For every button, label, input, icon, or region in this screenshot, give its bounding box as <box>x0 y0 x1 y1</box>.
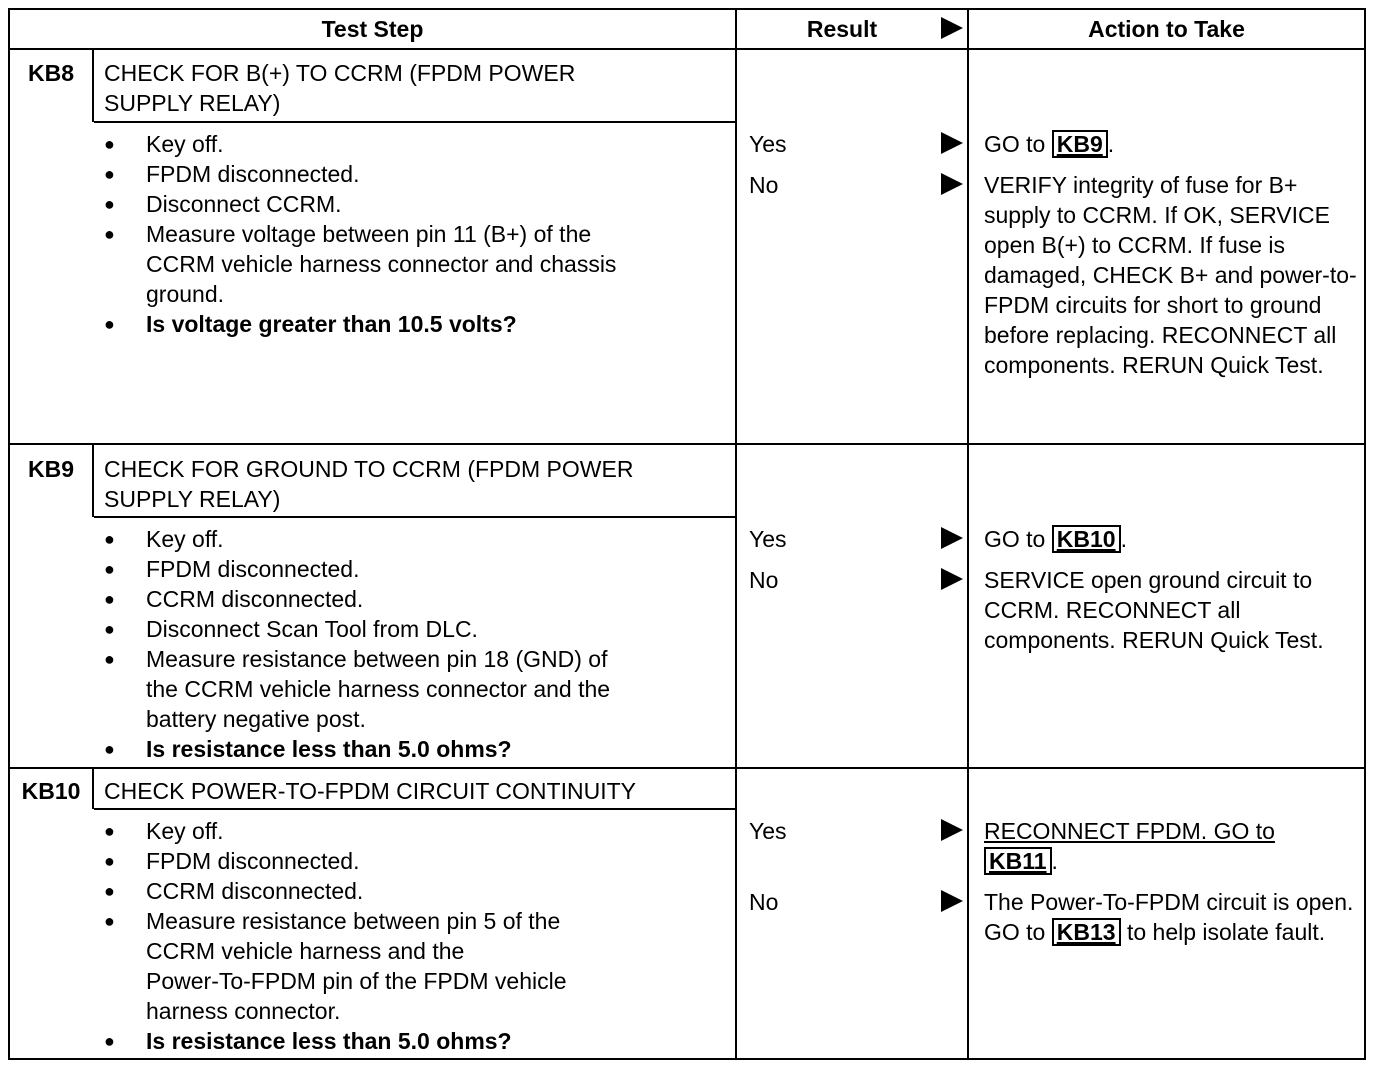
table-left-border <box>8 8 10 1060</box>
kb10-title-underline <box>94 808 735 810</box>
instruction-line: Measure voltage between pin 11 (B+) of the <box>146 221 592 247</box>
kb9-code-separator <box>92 445 94 517</box>
instruction-line: Measure resistance between pin 5 of the <box>146 908 561 934</box>
instruction-line: Measure resistance between pin 18 (GND) of <box>146 646 608 672</box>
step-code: KB10 <box>21 778 81 804</box>
step-title: CHECK FOR B(+) TO CCRM (FPDM POWER <box>104 60 576 86</box>
instruction-item: ● Key off. <box>104 816 567 846</box>
action-text: RECONNECT FPDM. GO to <box>984 818 1275 844</box>
instruction-line: battery negative post. <box>146 706 366 732</box>
instruction-question: ● Is resistance less than 5.0 ohms? <box>104 1026 567 1056</box>
action-text: GO to <box>984 526 1046 552</box>
action-text: . <box>1107 131 1115 157</box>
action-no: VERIFY integrity of fuse for B+ supply to CCRM. If OK, SERVICE open B(+) to CCRM. If fuse is damaged, CHECK B+ and power-to-FPDM circuits for short to ground before replacing. RECONNECT all components. RERUN Quick Test. <box>984 172 1357 378</box>
table-top-border <box>8 8 1366 10</box>
kb8-title-underline <box>94 121 735 123</box>
instruction-item <box>104 219 616 309</box>
instruction-line: ground. <box>146 281 225 307</box>
result-no: No <box>749 172 779 198</box>
instruction-item: ● FPDM disconnected. <box>104 159 616 189</box>
step-instructions <box>104 129 616 339</box>
header-arrow-icon <box>941 17 963 39</box>
action-yes <box>984 524 1127 554</box>
result-yes: Yes <box>749 818 787 844</box>
instruction-line: CCRM vehicle harness connector and chassis <box>146 251 617 277</box>
arrow-icon <box>941 173 963 195</box>
result-no: No <box>749 567 779 593</box>
instruction-question: ● Is resistance less than 5.0 ohms? <box>104 734 610 764</box>
row-kb9-bottom-border <box>8 767 1366 769</box>
arrow-icon <box>941 890 963 912</box>
action-text: . <box>1051 848 1058 874</box>
diagnostic-table <box>8 8 1366 1060</box>
header-result: Result <box>806 16 878 42</box>
instruction-item <box>104 906 567 1026</box>
action-yes <box>984 129 1114 159</box>
kb10-code-separator <box>92 769 94 809</box>
step-reference-link[interactable]: KB9 <box>1052 130 1108 158</box>
table-bottom-border <box>8 1058 1366 1060</box>
action-text: . <box>1120 526 1127 552</box>
instruction-item <box>104 644 610 734</box>
step-title: SUPPLY RELAY) <box>104 90 281 116</box>
step-instructions <box>104 816 567 1056</box>
arrow-icon <box>941 527 963 549</box>
header-bottom-border <box>8 48 1366 50</box>
action-no <box>984 887 1362 947</box>
instruction-line: harness connector. <box>146 998 341 1024</box>
instruction-line: CCRM vehicle harness and the <box>146 938 465 964</box>
arrow-icon <box>941 568 963 590</box>
step-reference-link[interactable]: KB11 <box>984 847 1052 875</box>
step-title: CHECK POWER-TO-FPDM CIRCUIT CONTINUITY <box>104 778 636 804</box>
instruction-question: ● Is voltage greater than 10.5 volts? <box>104 309 616 339</box>
instruction-line: the CCRM vehicle harness connector and the <box>146 676 611 702</box>
step-code: KB8 <box>27 60 74 86</box>
header-action: Action to Take <box>1088 16 1245 42</box>
result-column-border <box>735 8 737 1060</box>
arrow-icon <box>941 132 963 154</box>
instruction-item: ● Disconnect CCRM. <box>104 189 616 219</box>
instruction-item: ● Key off. <box>104 129 616 159</box>
instruction-item: ● Disconnect Scan Tool from DLC. <box>104 614 610 644</box>
step-reference-link[interactable]: KB10 <box>1052 525 1121 553</box>
instruction-item: ● FPDM disconnected. <box>104 846 567 876</box>
action-column-border <box>967 8 969 1060</box>
header-test-step: Test Step <box>321 16 424 42</box>
action-text: to help isolate fault. <box>1126 919 1326 945</box>
instruction-line: Power-To-FPDM pin of the FPDM vehicle <box>146 968 567 994</box>
arrow-icon <box>941 819 963 841</box>
step-reference-link[interactable]: KB13 <box>1052 918 1121 946</box>
step-title: SUPPLY RELAY) <box>104 486 281 512</box>
instruction-item: ● CCRM disconnected. <box>104 876 567 906</box>
instruction-item: ● CCRM disconnected. <box>104 584 610 614</box>
result-yes: Yes <box>749 526 787 552</box>
kb8-code-separator <box>92 50 94 122</box>
action-text: GO to <box>984 131 1046 157</box>
instruction-item: ● Key off. <box>104 524 610 554</box>
step-code: KB9 <box>27 456 74 482</box>
kb9-title-underline <box>94 516 735 518</box>
step-title: CHECK FOR GROUND TO CCRM (FPDM POWER <box>104 456 634 482</box>
action-text: The Power-To-FPDM circuit is open. GO to <box>984 889 1354 945</box>
table-right-border <box>1364 8 1366 1060</box>
result-yes: Yes <box>749 131 787 157</box>
result-no: No <box>749 889 779 915</box>
row-kb8-bottom-border <box>8 443 1366 445</box>
action-yes <box>984 816 1362 876</box>
instruction-item: ● FPDM disconnected. <box>104 554 610 584</box>
action-no: SERVICE open ground circuit to CCRM. RECONNECT all components. RERUN Quick Test. <box>984 567 1324 653</box>
step-instructions <box>104 524 610 764</box>
